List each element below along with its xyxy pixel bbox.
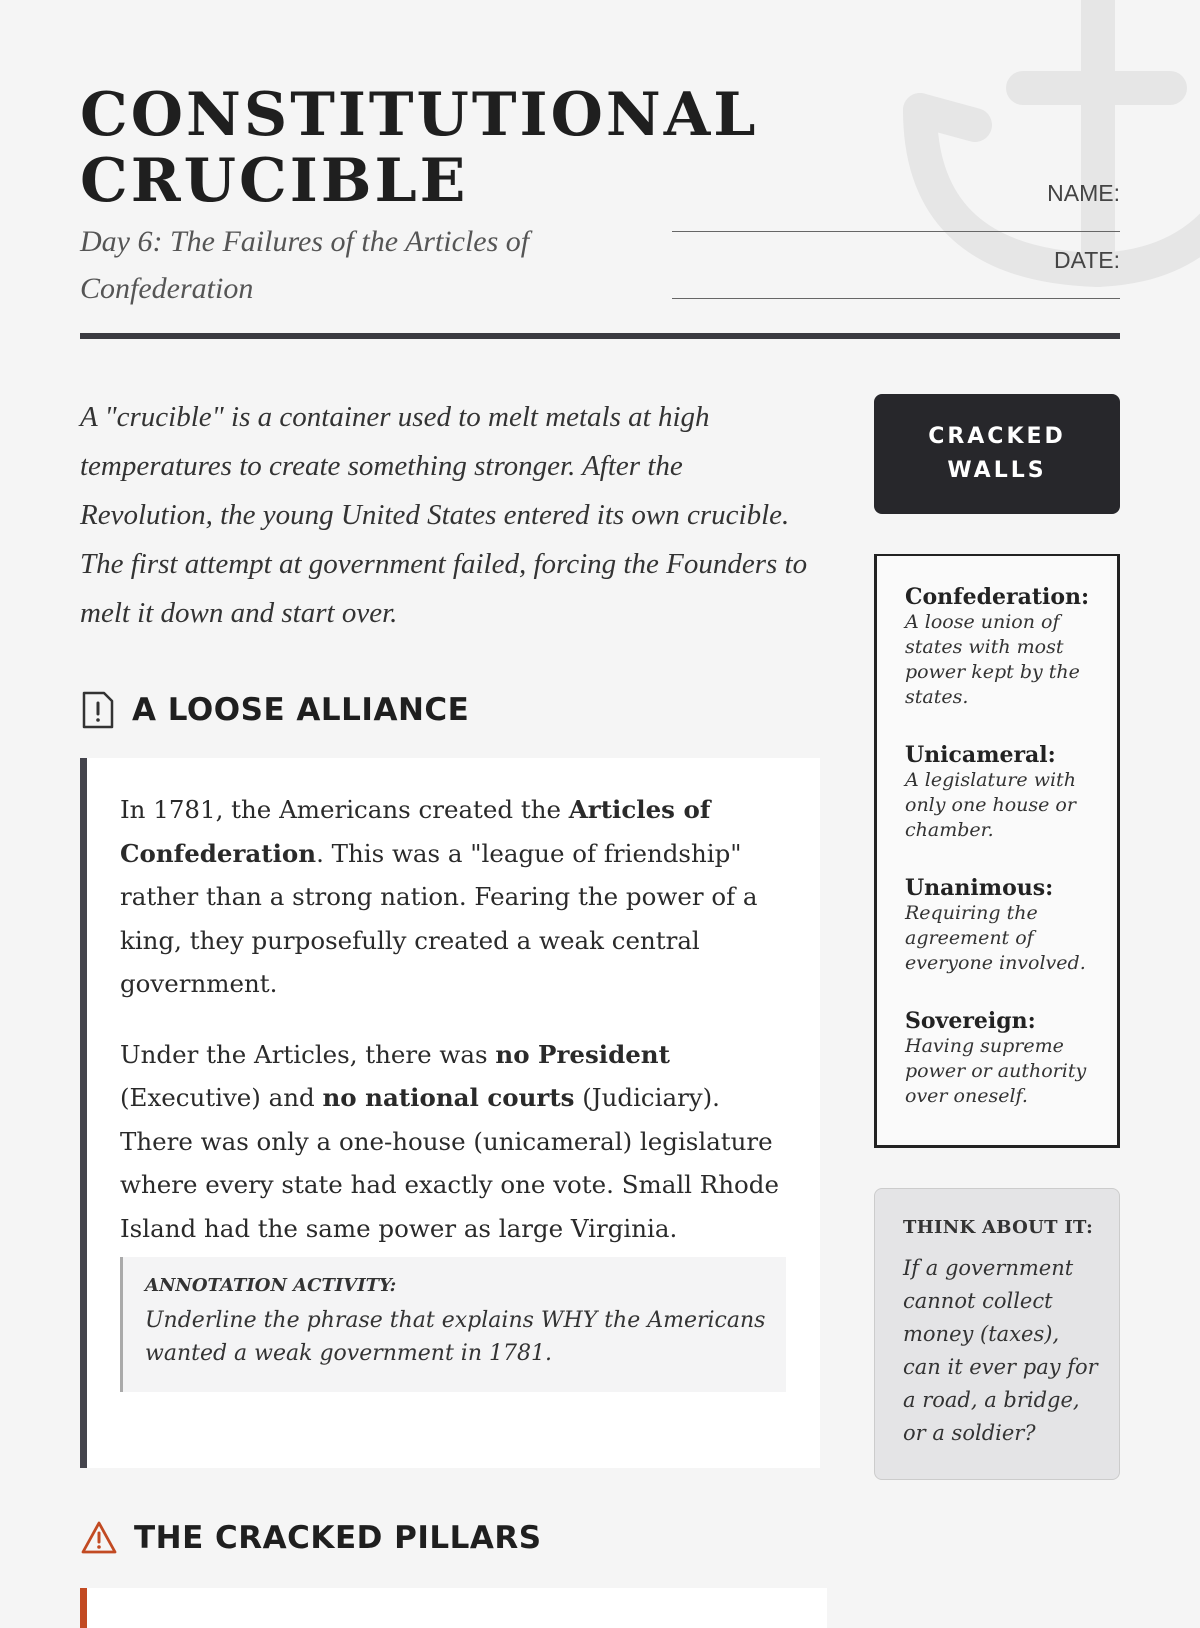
glossary-item-confederation	[905, 584, 1101, 710]
reading-paragraph-2: Under the Articles, there was no President (Executive) and no national courts (Judiciary). There was only a one-house (unicameral) legislature where every state had exactly one vote. Small Rhode Island had the same power as large Virginia.	[120, 1039, 779, 1243]
annotation-activity-box	[120, 1257, 786, 1392]
glossary-definition: A loose union of states with most power kept by the states.	[905, 611, 1080, 708]
name-label: NAME:	[1047, 180, 1120, 206]
reading-card-cracked-pillars	[80, 1588, 827, 1628]
think-label: THINK ABOUT IT:	[903, 1217, 1094, 1238]
annotation-label: ANNOTATION ACTIVITY:	[145, 1275, 397, 1296]
page-title: CONSTITUTIONAL CRUCIBLE	[80, 80, 759, 216]
think-question: If a government cannot collect money (taxes), can it ever pay for a road, a bridge, or a soldier?	[903, 1256, 1098, 1445]
glossary-term: Confederation:	[905, 584, 1090, 610]
sidebar-title: CRACKED WALLS	[874, 394, 1120, 514]
warning-triangle-icon	[80, 1520, 118, 1556]
section-heading-loose-alliance: A LOOSE ALLIANCE	[80, 690, 469, 730]
glossary-definition: A legislature with only one house or chamber.	[905, 769, 1076, 841]
header-divider	[80, 333, 1120, 339]
glossary-definition: Having supreme power or authority over oneself.	[905, 1035, 1087, 1107]
glossary-box	[874, 554, 1120, 1148]
glossary-term: Unanimous:	[905, 875, 1054, 901]
date-line[interactable]	[672, 276, 1120, 299]
reading-paragraph-1: In 1781, the Americans created the Articles of Confederation. This was a "league of friendship" rather than a strong nation. Fearing the power of a king, they purposefully created a weak central government.	[120, 795, 758, 998]
annotation-text: Underline the phrase that explains WHY the Americans wanted a weak government in 1781.	[145, 1308, 766, 1366]
page-subtitle: Day 6: The Failures of the Articles of Confederation	[80, 225, 530, 305]
worksheet-header	[80, 82, 1120, 312]
glossary-item-unanimous	[905, 875, 1101, 976]
think-about-it-box	[874, 1188, 1120, 1480]
name-line[interactable]	[672, 209, 1120, 232]
reading-card-loose-alliance	[80, 758, 820, 1468]
glossary-term: Sovereign:	[905, 1008, 1036, 1034]
intro-paragraph: A "crucible" is a container used to melt metals at high temperatures to create something stronger. After the Revolution, the young United States entered its own crucible. The first attempt at government failed, forcing the Founders to melt it down and start over.	[80, 401, 808, 629]
date-label: DATE:	[1053, 247, 1120, 273]
glossary-item-unicameral	[905, 742, 1101, 843]
glossary-definition: Requiring the agreement of everyone involved.	[905, 902, 1086, 974]
section-heading-cracked-pillars: THE CRACKED PILLARS	[80, 1520, 542, 1556]
file-alert-icon	[80, 690, 116, 730]
glossary-term: Unicameral:	[905, 742, 1056, 768]
glossary-item-sovereign	[905, 1008, 1101, 1109]
name-date-block	[672, 177, 1120, 311]
